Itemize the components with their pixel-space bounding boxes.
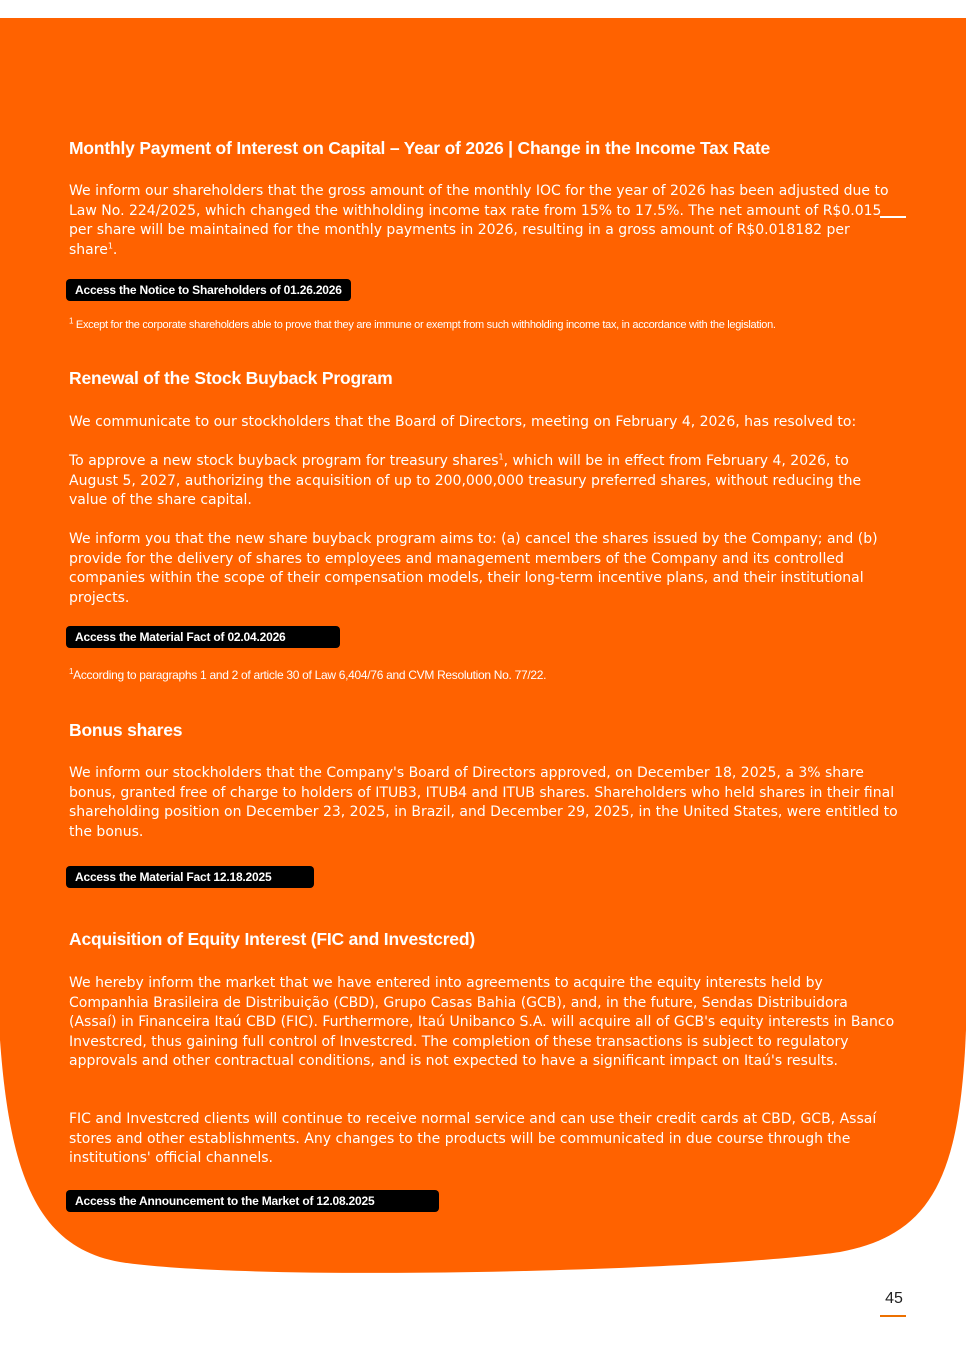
footnote-buyback: [69, 668, 546, 682]
footnote-text: Except for the corporate shareholders able to prove that they are immune or exempt from such withholding income tax, in accordance with the legislation.: [73, 319, 776, 331]
link-notice-shareholders-01-26-2026[interactable]: Access the Notice to Shareholders of 01.26.2026: [66, 279, 351, 301]
section-title-acquisition: Acquisition of Equity Interest (FIC and Investcred): [69, 929, 475, 949]
section-paragraph-buyback-1: We communicate to our stockholders that the Board of Directors, meeting on February 4, 2026, has resolved to:: [69, 414, 857, 430]
footnote-text: According to paragraphs 1 and 2 of article 30 of Law 6,404/76 and CVM Resolution No. 77/22.: [73, 668, 547, 682]
paragraph-end: .: [112, 241, 118, 258]
section-paragraph-ioc: [69, 182, 899, 260]
paragraph-text: To approve a new stock buyback program for treasury shares: [69, 453, 499, 469]
link-material-fact-02-04-2026[interactable]: Access the Material Fact of 02.04.2026: [66, 626, 340, 648]
section-paragraph-buyback-3: We inform you that the new share buyback program aims to: (a) cancel the shares issued by the Company; and (b) provide for the delivery of shares to employees and management members of the Company and its controlled companies within the scope of their compensation models, their long-term incentive plans, and their institutional projects.: [69, 531, 878, 606]
footnote-mark: 1: [69, 667, 74, 676]
paragraph-text-end: , which will be in effect from February 4, 2026, to August 5, 2027, authorizing the acquisition of up to 200,000,000 treasury preferred shares, without reducing the value of the share capital.: [69, 453, 862, 509]
footnote-mark: 1: [69, 316, 74, 326]
section-paragraph-bonus: We inform our stockholders that the Company's Board of Directors approved, on December 18, 2025, a 3% share bonus, granted free of charge to holders of ITUB3, ITUB4 and ITUB shares. Shareholders who held shares in their final shareholding position on December 23, 2025, in Brazil, and December 29, 2025, in the United States, were entitled to the bonus.: [69, 765, 898, 840]
footnote-ref: 1: [498, 452, 504, 462]
section-paragraph-acquisition-2: FIC and Investcred clients will continue to receive normal service and can use their credit cards at CBD, GCB, Assaí stores and other establishments. Any changes to the products will be communicated in due course through the institutions' official channels.: [69, 1111, 877, 1167]
section-title-ioc: Monthly Payment of Interest on Capital – Year of 2026 | Change in the Income Tax Rate: [69, 138, 771, 158]
link-announcement-market-12-08-2025[interactable]: Access the Announcement to the Market of 12.08.2025: [66, 1190, 439, 1212]
footnote-ioc: [69, 316, 776, 331]
footnote-ref: 1: [107, 241, 113, 251]
section-title-buyback: Renewal of the Stock Buyback Program: [69, 368, 393, 388]
page-number: 45: [885, 1290, 903, 1307]
link-material-fact-12-18-2025[interactable]: Access the Material Fact 12.18.2025: [66, 866, 314, 888]
section-paragraph-buyback-2: [69, 452, 899, 511]
section-title-bonus: Bonus shares: [69, 720, 183, 740]
section-paragraph-acquisition-1: We hereby inform the market that we have entered into agreements to acquire the equity interests held by Companhia Brasileira de Distribuição (CBD), Grupo Casas Bahia (GCB), and, in the future, Sendas Distribuidora (Assaí) in Financeira Itaú CBD (FIC). Furthermore, Itaú Unibanco S.A. will acquire all of GCB's equity interests in Banco Investcred, thus gaining full control of Investcred. The completion of these transactions is subject to regulatory approvals and other contractual conditions, and is not expected to have a significant impact on Itaú's results.: [69, 975, 895, 1070]
page-number-underline: [880, 1315, 906, 1317]
paragraph-text: We inform our shareholders that the gross amount of the monthly IOC for the year of 2026 has been adjusted due to Law No. 224/2025, which changed the withholding income tax rate from 15% to 17.5%. The net amount of R$0.015 per share will be maintained for the monthly payments in 2026, resulting in a gross amount of R$0.018182 per share: [69, 183, 889, 258]
